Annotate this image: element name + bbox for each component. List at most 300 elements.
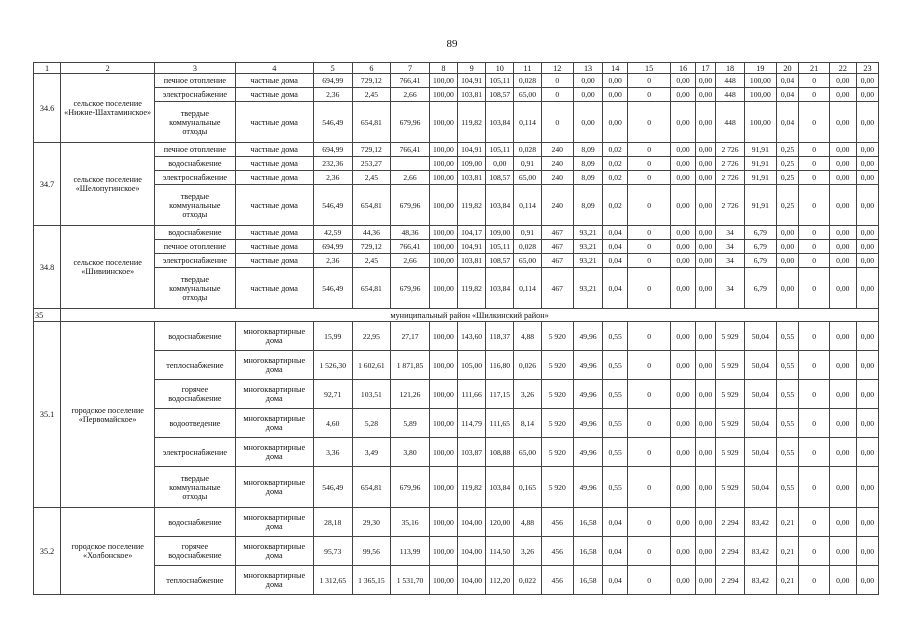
value-cell: 100,00 (429, 185, 457, 226)
value-cell: 100,00 (429, 143, 457, 157)
value-cell: 0,00 (829, 508, 856, 537)
value-cell: 1 365,15 (352, 566, 391, 595)
value-cell: 0 (799, 74, 829, 88)
value-cell: 0,00 (696, 226, 716, 240)
value-cell: 100,00 (429, 409, 457, 438)
value-cell: 104,91 (458, 143, 486, 157)
value-cell: 0 (628, 322, 671, 351)
value-cell: 119,82 (458, 185, 486, 226)
value-cell: 0,028 (514, 240, 541, 254)
column-number-cell: 17 (696, 63, 716, 74)
value-cell: 3,36 (313, 438, 352, 467)
value-cell: 0,02 (603, 143, 628, 157)
value-cell: 0,00 (829, 88, 856, 102)
value-cell: 0,91 (514, 226, 541, 240)
value-cell: 0,00 (671, 88, 696, 102)
value-cell: 27,17 (391, 322, 430, 351)
value-cell: 0,25 (776, 185, 799, 226)
value-cell: 5 929 (715, 409, 744, 438)
value-cell: 2 726 (715, 171, 744, 185)
value-cell: 100,00 (429, 566, 457, 595)
value-cell: 100,00 (429, 157, 457, 171)
value-cell: 28,18 (313, 508, 352, 537)
value-cell: 0,028 (514, 74, 541, 88)
table-row (34, 254, 879, 268)
column-number-cell: 13 (573, 63, 602, 74)
value-cell: 0,55 (603, 322, 628, 351)
value-cell: 654,81 (352, 268, 391, 309)
value-cell: 29,30 (352, 508, 391, 537)
settlement-name: сельское поселение «Шелопугинское» (61, 143, 155, 226)
value-cell: 0,00 (856, 171, 878, 185)
value-cell: 0,00 (671, 566, 696, 595)
housing-type-cell: частные дома (235, 226, 313, 240)
value-cell: 0,00 (776, 268, 799, 309)
value-cell: 0,00 (671, 74, 696, 88)
column-number-cell: 23 (856, 63, 878, 74)
value-cell: 34 (715, 268, 744, 309)
value-cell: 679,96 (391, 102, 430, 143)
value-cell: 0,55 (776, 322, 799, 351)
value-cell: 113,99 (391, 537, 430, 566)
value-cell: 121,26 (391, 380, 430, 409)
value-cell: 0 (541, 88, 573, 102)
value-cell: 105,00 (458, 351, 486, 380)
value-cell: 0,00 (696, 240, 716, 254)
value-cell: 8,09 (573, 157, 602, 171)
value-cell: 0,00 (856, 508, 878, 537)
value-cell: 3,49 (352, 438, 391, 467)
value-cell: 0 (628, 171, 671, 185)
value-cell: 104,91 (458, 240, 486, 254)
value-cell: 0 (628, 351, 671, 380)
value-cell: 0,026 (514, 351, 541, 380)
value-cell: 253,27 (352, 157, 391, 171)
service-cell: твердые коммунальные отходы (155, 185, 235, 226)
value-cell: 0,00 (856, 240, 878, 254)
value-cell: 654,81 (352, 467, 391, 508)
value-cell: 0,04 (603, 508, 628, 537)
value-cell: 0,00 (856, 88, 878, 102)
value-cell: 100,00 (429, 254, 457, 268)
value-cell (391, 157, 430, 171)
value-cell: 0,00 (776, 240, 799, 254)
value-cell: 448 (715, 88, 744, 102)
value-cell: 0 (541, 74, 573, 88)
settlement-number: 34.7 (34, 143, 61, 226)
value-cell: 0,00 (671, 351, 696, 380)
value-cell: 5 929 (715, 380, 744, 409)
value-cell: 0,00 (696, 351, 716, 380)
value-cell: 467 (541, 268, 573, 309)
value-cell: 729,12 (352, 240, 391, 254)
value-cell: 448 (715, 102, 744, 143)
value-cell: 0,55 (603, 438, 628, 467)
service-cell: водоснабжение (155, 322, 235, 351)
value-cell: 0,91 (514, 157, 541, 171)
column-number-cell: 11 (514, 63, 541, 74)
value-cell: 4,60 (313, 409, 352, 438)
settlement-name: сельское поселение «Нижне-Шахтаминское» (61, 74, 155, 143)
value-cell: 0,04 (776, 102, 799, 143)
value-cell: 5 929 (715, 351, 744, 380)
value-cell: 50,04 (745, 380, 776, 409)
column-number-cell: 14 (603, 63, 628, 74)
value-cell: 5 920 (541, 351, 573, 380)
housing-type-cell: частные дома (235, 157, 313, 171)
value-cell: 0,00 (671, 537, 696, 566)
value-cell: 2 726 (715, 185, 744, 226)
value-cell: 0,00 (573, 102, 602, 143)
value-cell: 34 (715, 254, 744, 268)
value-cell: 8,14 (514, 409, 541, 438)
table-row (34, 508, 879, 537)
value-cell: 3,26 (514, 380, 541, 409)
value-cell: 0,00 (696, 254, 716, 268)
service-cell: водоотведение (155, 409, 235, 438)
value-cell: 2,66 (391, 254, 430, 268)
value-cell: 546,49 (313, 185, 352, 226)
value-cell: 6,79 (745, 268, 776, 309)
service-cell: печное отопление (155, 143, 235, 157)
value-cell: 65,00 (514, 254, 541, 268)
value-cell: 766,41 (391, 240, 430, 254)
value-cell: 5 920 (541, 380, 573, 409)
value-cell: 0 (799, 240, 829, 254)
value-cell: 0,00 (829, 226, 856, 240)
value-cell: 0,00 (671, 102, 696, 143)
service-cell: твердые коммунальные отходы (155, 102, 235, 143)
value-cell: 103,87 (458, 438, 486, 467)
value-cell: 0,04 (603, 268, 628, 309)
value-cell: 100,00 (429, 226, 457, 240)
value-cell: 0 (799, 409, 829, 438)
column-number-cell: 20 (776, 63, 799, 74)
service-cell: теплоснабжение (155, 351, 235, 380)
settlement-number: 34.6 (34, 74, 61, 143)
value-cell: 50,04 (745, 322, 776, 351)
value-cell: 0,00 (856, 74, 878, 88)
value-cell: 2,36 (313, 254, 352, 268)
value-cell: 5 920 (541, 322, 573, 351)
value-cell: 0,00 (829, 409, 856, 438)
table-row (34, 226, 879, 240)
value-cell: 0,00 (696, 322, 716, 351)
value-cell: 0,00 (829, 185, 856, 226)
column-number-cell: 8 (429, 63, 457, 74)
value-cell: 16,58 (573, 566, 602, 595)
value-cell: 694,99 (313, 74, 352, 88)
housing-type-cell: частные дома (235, 171, 313, 185)
value-cell: 0,00 (856, 322, 878, 351)
value-cell: 48,36 (391, 226, 430, 240)
value-cell: 0,00 (856, 467, 878, 508)
housing-type-cell: частные дома (235, 102, 313, 143)
value-cell: 0,04 (603, 566, 628, 595)
table-row (34, 185, 879, 226)
value-cell: 0 (799, 351, 829, 380)
value-cell: 240 (541, 171, 573, 185)
value-cell: 0,00 (671, 268, 696, 309)
tariff-table (33, 62, 879, 595)
value-cell: 119,82 (458, 268, 486, 309)
value-cell: 546,49 (313, 268, 352, 309)
service-cell: печное отопление (155, 74, 235, 88)
value-cell: 0,55 (776, 351, 799, 380)
value-cell: 0,55 (603, 409, 628, 438)
value-cell: 0,00 (671, 185, 696, 226)
column-number-cell: 10 (486, 63, 514, 74)
value-cell: 22,95 (352, 322, 391, 351)
value-cell: 91,91 (745, 157, 776, 171)
value-cell: 5 920 (541, 467, 573, 508)
table-row (34, 240, 879, 254)
value-cell: 8,09 (573, 143, 602, 157)
value-cell: 100,00 (429, 102, 457, 143)
value-cell: 0 (628, 185, 671, 226)
value-cell: 0,00 (776, 254, 799, 268)
value-cell: 0,00 (829, 157, 856, 171)
value-cell: 729,12 (352, 143, 391, 157)
settlement-name: сельское поселение «Шивиинское» (61, 226, 155, 309)
value-cell: 0,00 (856, 226, 878, 240)
value-cell: 100,00 (745, 74, 776, 88)
column-number-cell: 21 (799, 63, 829, 74)
value-cell: 0,00 (856, 102, 878, 143)
value-cell: 0,00 (696, 185, 716, 226)
value-cell: 0,02 (603, 157, 628, 171)
value-cell: 0 (799, 537, 829, 566)
value-cell: 0,04 (603, 537, 628, 566)
value-cell: 0,04 (776, 74, 799, 88)
value-cell: 5,89 (391, 409, 430, 438)
value-cell: 2,45 (352, 171, 391, 185)
table-row (34, 351, 879, 380)
value-cell: 44,36 (352, 226, 391, 240)
value-cell: 0,00 (856, 268, 878, 309)
value-cell: 0,00 (696, 537, 716, 566)
value-cell: 0,00 (829, 254, 856, 268)
value-cell: 2 726 (715, 157, 744, 171)
value-cell: 456 (541, 566, 573, 595)
value-cell: 91,91 (745, 143, 776, 157)
value-cell: 0,00 (856, 185, 878, 226)
value-cell: 116,80 (486, 351, 514, 380)
value-cell: 49,96 (573, 351, 602, 380)
value-cell: 0,00 (696, 566, 716, 595)
value-cell: 0,00 (829, 74, 856, 88)
value-cell: 0,00 (671, 226, 696, 240)
value-cell: 0,028 (514, 143, 541, 157)
value-cell: 8,09 (573, 185, 602, 226)
value-cell: 104,00 (458, 537, 486, 566)
value-cell: 0,022 (514, 566, 541, 595)
value-cell: 729,12 (352, 74, 391, 88)
value-cell: 49,96 (573, 409, 602, 438)
housing-type-cell: многоквартирные дома (235, 537, 313, 566)
value-cell: 91,91 (745, 185, 776, 226)
value-cell: 100,00 (429, 88, 457, 102)
service-cell: печное отопление (155, 240, 235, 254)
value-cell: 100,00 (429, 380, 457, 409)
settlement-number: 35.1 (34, 322, 61, 508)
value-cell: 100,00 (745, 88, 776, 102)
value-cell: 4,88 (514, 508, 541, 537)
value-cell: 0,25 (776, 157, 799, 171)
value-cell: 108,57 (486, 254, 514, 268)
value-cell: 546,49 (313, 102, 352, 143)
value-cell: 0 (628, 226, 671, 240)
value-cell: 0,00 (671, 240, 696, 254)
service-cell: электроснабжение (155, 438, 235, 467)
value-cell: 0,00 (696, 508, 716, 537)
value-cell: 0,00 (696, 74, 716, 88)
value-cell: 0,114 (514, 185, 541, 226)
value-cell: 0 (799, 380, 829, 409)
value-cell: 0,114 (514, 102, 541, 143)
value-cell: 114,50 (486, 537, 514, 566)
table-row (34, 74, 879, 88)
value-cell: 240 (541, 143, 573, 157)
value-cell: 0 (799, 157, 829, 171)
column-number-cell: 4 (235, 63, 313, 74)
municipality-row (34, 309, 879, 322)
value-cell: 0,00 (856, 351, 878, 380)
value-cell: 104,00 (458, 566, 486, 595)
table-row (34, 322, 879, 351)
value-cell: 1 312,65 (313, 566, 352, 595)
value-cell: 0,00 (829, 143, 856, 157)
value-cell: 16,58 (573, 508, 602, 537)
value-cell: 49,96 (573, 380, 602, 409)
value-cell: 0,00 (486, 157, 514, 171)
value-cell: 114,79 (458, 409, 486, 438)
page-number: 89 (446, 38, 458, 50)
value-cell: 0,00 (603, 102, 628, 143)
value-cell: 0,00 (671, 380, 696, 409)
value-cell: 0,55 (776, 467, 799, 508)
value-cell: 467 (541, 240, 573, 254)
settlement-number: 35.2 (34, 508, 61, 595)
value-cell: 0 (799, 102, 829, 143)
settlement-number: 34.8 (34, 226, 61, 309)
value-cell: 0,00 (829, 438, 856, 467)
value-cell: 0,02 (603, 185, 628, 226)
value-cell: 100,00 (429, 467, 457, 508)
value-cell: 119,82 (458, 467, 486, 508)
value-cell: 92,71 (313, 380, 352, 409)
value-cell: 467 (541, 226, 573, 240)
value-cell: 99,56 (352, 537, 391, 566)
value-cell: 0,00 (829, 322, 856, 351)
column-number-cell: 19 (745, 63, 776, 74)
value-cell: 100,00 (745, 102, 776, 143)
value-cell: 100,00 (429, 322, 457, 351)
value-cell: 0,00 (696, 88, 716, 102)
value-cell: 2 294 (715, 566, 744, 595)
value-cell: 5 929 (715, 322, 744, 351)
value-cell: 143,60 (458, 322, 486, 351)
value-cell: 103,84 (486, 467, 514, 508)
value-cell: 100,00 (429, 351, 457, 380)
value-cell: 50,04 (745, 438, 776, 467)
table-row (34, 438, 879, 467)
value-cell: 5 920 (541, 409, 573, 438)
value-cell: 0,21 (776, 566, 799, 595)
value-cell: 0,00 (671, 143, 696, 157)
table-row (34, 88, 879, 102)
value-cell: 0 (628, 143, 671, 157)
column-number-cell: 18 (715, 63, 744, 74)
column-number-row (34, 63, 879, 74)
value-cell: 118,37 (486, 322, 514, 351)
service-cell: горячее водоснабжение (155, 380, 235, 409)
value-cell: 654,81 (352, 102, 391, 143)
service-cell: твердые коммунальные отходы (155, 467, 235, 508)
value-cell: 0,00 (573, 74, 602, 88)
value-cell: 100,00 (429, 438, 457, 467)
value-cell: 0 (628, 268, 671, 309)
service-cell: водоснабжение (155, 226, 235, 240)
value-cell: 0,00 (856, 143, 878, 157)
value-cell: 8,09 (573, 171, 602, 185)
value-cell: 93,21 (573, 268, 602, 309)
value-cell: 3,80 (391, 438, 430, 467)
value-cell: 0 (628, 102, 671, 143)
value-cell: 0,00 (776, 226, 799, 240)
value-cell: 100,00 (429, 268, 457, 309)
service-cell: электроснабжение (155, 171, 235, 185)
value-cell: 0,00 (829, 380, 856, 409)
value-cell: 467 (541, 254, 573, 268)
value-cell: 0 (799, 268, 829, 309)
housing-type-cell: частные дома (235, 88, 313, 102)
value-cell: 0,00 (829, 351, 856, 380)
value-cell: 0,165 (514, 467, 541, 508)
value-cell: 0,04 (603, 240, 628, 254)
value-cell: 2 294 (715, 508, 744, 537)
value-cell: 100,00 (429, 171, 457, 185)
value-cell: 5 929 (715, 438, 744, 467)
value-cell: 0 (628, 467, 671, 508)
value-cell: 0,00 (671, 438, 696, 467)
value-cell: 0,00 (696, 438, 716, 467)
value-cell: 0,00 (573, 88, 602, 102)
value-cell: 34 (715, 240, 744, 254)
value-cell: 120,00 (486, 508, 514, 537)
value-cell: 104,91 (458, 74, 486, 88)
value-cell: 0 (628, 508, 671, 537)
column-number-cell: 12 (541, 63, 573, 74)
municipality-name: муниципальный район «Шилкинский район» (61, 309, 879, 322)
value-cell: 0 (628, 537, 671, 566)
value-cell: 1 531,70 (391, 566, 430, 595)
value-cell: 0,00 (829, 240, 856, 254)
service-cell: теплоснабжение (155, 566, 235, 595)
value-cell: 35,16 (391, 508, 430, 537)
value-cell: 103,81 (458, 88, 486, 102)
value-cell: 0,55 (603, 351, 628, 380)
service-cell: электроснабжение (155, 254, 235, 268)
value-cell: 0,55 (776, 409, 799, 438)
value-cell: 109,00 (486, 226, 514, 240)
value-cell: 0,00 (829, 268, 856, 309)
value-cell: 2,45 (352, 254, 391, 268)
value-cell: 0,00 (696, 171, 716, 185)
value-cell: 108,88 (486, 438, 514, 467)
value-cell: 240 (541, 185, 573, 226)
value-cell: 0,55 (603, 380, 628, 409)
